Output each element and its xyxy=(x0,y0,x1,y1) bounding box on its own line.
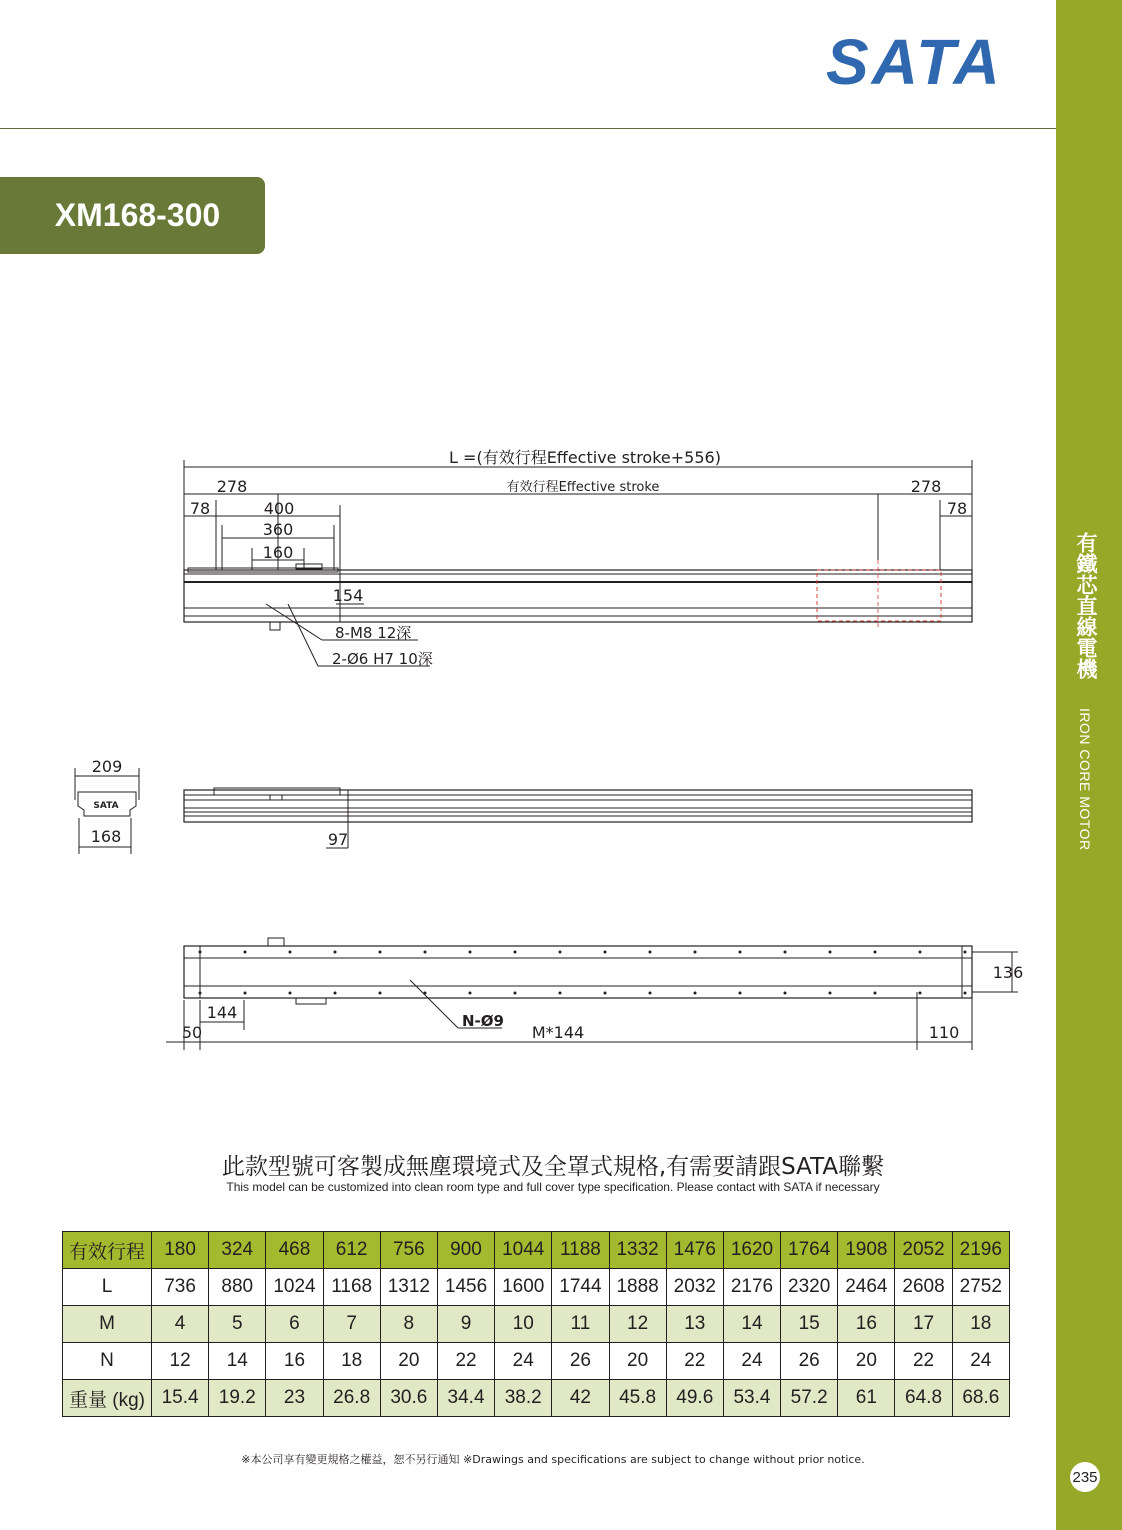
table-cell: 14 xyxy=(723,1306,780,1343)
table-cell: 1908 xyxy=(838,1232,895,1269)
table-cell: 16 xyxy=(838,1306,895,1343)
table-row xyxy=(63,1380,1010,1417)
table-cell: 16 xyxy=(266,1343,323,1380)
table-cell: 2176 xyxy=(723,1269,780,1306)
dim-97: 97 xyxy=(327,830,349,849)
table-cell: 7 xyxy=(323,1306,380,1343)
table-cell: 17 xyxy=(895,1306,952,1343)
table-cell: 26.8 xyxy=(323,1380,380,1417)
sata-logo: SATA xyxy=(826,26,1003,98)
table-row xyxy=(63,1232,1010,1269)
table-cell: 11 xyxy=(552,1306,609,1343)
table-cell: 45.8 xyxy=(609,1380,666,1417)
dim-168: 168 xyxy=(90,827,122,846)
table-cell: 612 xyxy=(323,1232,380,1269)
table-cell: 2196 xyxy=(952,1232,1009,1269)
table-cell: 900 xyxy=(437,1232,494,1269)
dim-278-right: 278 xyxy=(910,477,942,496)
table-cell: 34.4 xyxy=(437,1380,494,1417)
callout-holes: N-Ø9 xyxy=(462,1012,504,1030)
dim-total-length: L =(有效行程Effective stroke+556) xyxy=(449,448,721,467)
table-cell: 1620 xyxy=(723,1232,780,1269)
table-cell: 1888 xyxy=(609,1269,666,1306)
row-label: 重量 (kg) xyxy=(63,1380,152,1417)
table-cell: 22 xyxy=(666,1343,723,1380)
dim-78-left: 78 xyxy=(189,499,211,518)
row-label: 有效行程 xyxy=(63,1232,152,1269)
table-cell: 880 xyxy=(209,1269,266,1306)
table-cell: 53.4 xyxy=(723,1380,780,1417)
table-cell: 19.2 xyxy=(209,1380,266,1417)
page-number: 235 xyxy=(1070,1462,1100,1492)
table-cell: 2608 xyxy=(895,1269,952,1306)
table-cell: 12 xyxy=(152,1343,209,1380)
footer-disclaimer: ※本公司享有變更規格之權益，恕不另行通知 ※Drawings and specifications are subject to change without prior notice. xyxy=(241,1453,865,1466)
table-row xyxy=(63,1306,1010,1343)
model-title: XM168-300 xyxy=(54,197,221,233)
side-category-cn: 有鐵芯直線電機 xyxy=(1074,532,1098,679)
row-label: M xyxy=(63,1306,152,1343)
dim-78-right: 78 xyxy=(946,499,968,518)
table-cell: 18 xyxy=(323,1343,380,1380)
table-cell: 24 xyxy=(952,1343,1009,1380)
table-cell: 2464 xyxy=(838,1269,895,1306)
table-cell: 68.6 xyxy=(952,1380,1009,1417)
dim-110: 110 xyxy=(928,1023,960,1042)
table-cell: 38.2 xyxy=(495,1380,552,1417)
dim-136: 136 xyxy=(992,963,1024,982)
table-cell: 8 xyxy=(380,1306,437,1343)
table-cell: 10 xyxy=(495,1306,552,1343)
table-cell: 1476 xyxy=(666,1232,723,1269)
dim-50: 50 xyxy=(181,1023,203,1042)
dim-144: 144 xyxy=(206,1003,238,1022)
dim-160: 160 xyxy=(262,543,294,562)
table-cell: 736 xyxy=(152,1269,209,1306)
table-cell: 26 xyxy=(552,1343,609,1380)
dim-154: 154 xyxy=(332,586,364,605)
table-cell: 61 xyxy=(838,1380,895,1417)
customization-note-en: This model can be customized into clean room type and full cover type specification. Please contact with SATA if necessary xyxy=(226,1180,880,1194)
end-view-logo: SATA xyxy=(93,801,119,811)
callout-m8: 8-M8 12深 xyxy=(335,624,412,642)
table-cell: 22 xyxy=(437,1343,494,1380)
table-cell: 9 xyxy=(437,1306,494,1343)
table-cell: 468 xyxy=(266,1232,323,1269)
table-cell: 24 xyxy=(723,1343,780,1380)
dim-pitch: M*144 xyxy=(531,1023,585,1042)
table-cell: 1024 xyxy=(266,1269,323,1306)
table-cell: 2320 xyxy=(781,1269,838,1306)
dim-209: 209 xyxy=(91,757,123,776)
table-cell: 1456 xyxy=(437,1269,494,1306)
table-cell: 18 xyxy=(952,1306,1009,1343)
table-cell: 15.4 xyxy=(152,1380,209,1417)
table-cell: 13 xyxy=(666,1306,723,1343)
table-cell: 180 xyxy=(152,1232,209,1269)
table-cell: 756 xyxy=(380,1232,437,1269)
table-cell: 1312 xyxy=(380,1269,437,1306)
dim-effective-stroke: 有效行程Effective stroke xyxy=(506,480,660,495)
table-cell: 57.2 xyxy=(781,1380,838,1417)
callout-pin: 2-Ø6 H7 10深 xyxy=(332,650,433,668)
table-cell: 22 xyxy=(895,1343,952,1380)
table-cell: 24 xyxy=(495,1343,552,1380)
table-cell: 20 xyxy=(838,1343,895,1380)
table-cell: 23 xyxy=(266,1380,323,1417)
table-cell: 20 xyxy=(609,1343,666,1380)
table-cell: 1168 xyxy=(323,1269,380,1306)
table-cell: 64.8 xyxy=(895,1380,952,1417)
table-cell: 12 xyxy=(609,1306,666,1343)
table-cell: 20 xyxy=(380,1343,437,1380)
table-cell: 14 xyxy=(209,1343,266,1380)
table-cell: 1600 xyxy=(495,1269,552,1306)
table-row xyxy=(63,1269,1010,1306)
dim-400: 400 xyxy=(263,499,295,518)
table-cell: 2052 xyxy=(895,1232,952,1269)
table-cell: 6 xyxy=(266,1306,323,1343)
table-cell: 1044 xyxy=(495,1232,552,1269)
table-cell: 1332 xyxy=(609,1232,666,1269)
table-cell: 15 xyxy=(781,1306,838,1343)
dim-278-left: 278 xyxy=(216,477,248,496)
table-cell: 2752 xyxy=(952,1269,1009,1306)
table-cell: 5 xyxy=(209,1306,266,1343)
row-label: N xyxy=(63,1343,152,1380)
row-label: L xyxy=(63,1269,152,1306)
spec-table xyxy=(62,1231,1010,1417)
table-cell: 2032 xyxy=(666,1269,723,1306)
customization-note-cn: 此款型號可客製成無塵環境式及全罩式規格,有需要請跟SATA聯繫 xyxy=(221,1154,885,1180)
table-cell: 26 xyxy=(781,1343,838,1380)
table-cell: 1744 xyxy=(552,1269,609,1306)
table-cell: 49.6 xyxy=(666,1380,723,1417)
table-cell: 42 xyxy=(552,1380,609,1417)
side-category-en: IRON CORE MOTOR xyxy=(1077,708,1093,851)
table-cell: 1764 xyxy=(781,1232,838,1269)
table-cell: 1188 xyxy=(552,1232,609,1269)
table-cell: 4 xyxy=(152,1306,209,1343)
table-row xyxy=(63,1343,1010,1380)
dim-360: 360 xyxy=(262,520,294,539)
table-cell: 30.6 xyxy=(380,1380,437,1417)
table-cell: 324 xyxy=(209,1232,266,1269)
